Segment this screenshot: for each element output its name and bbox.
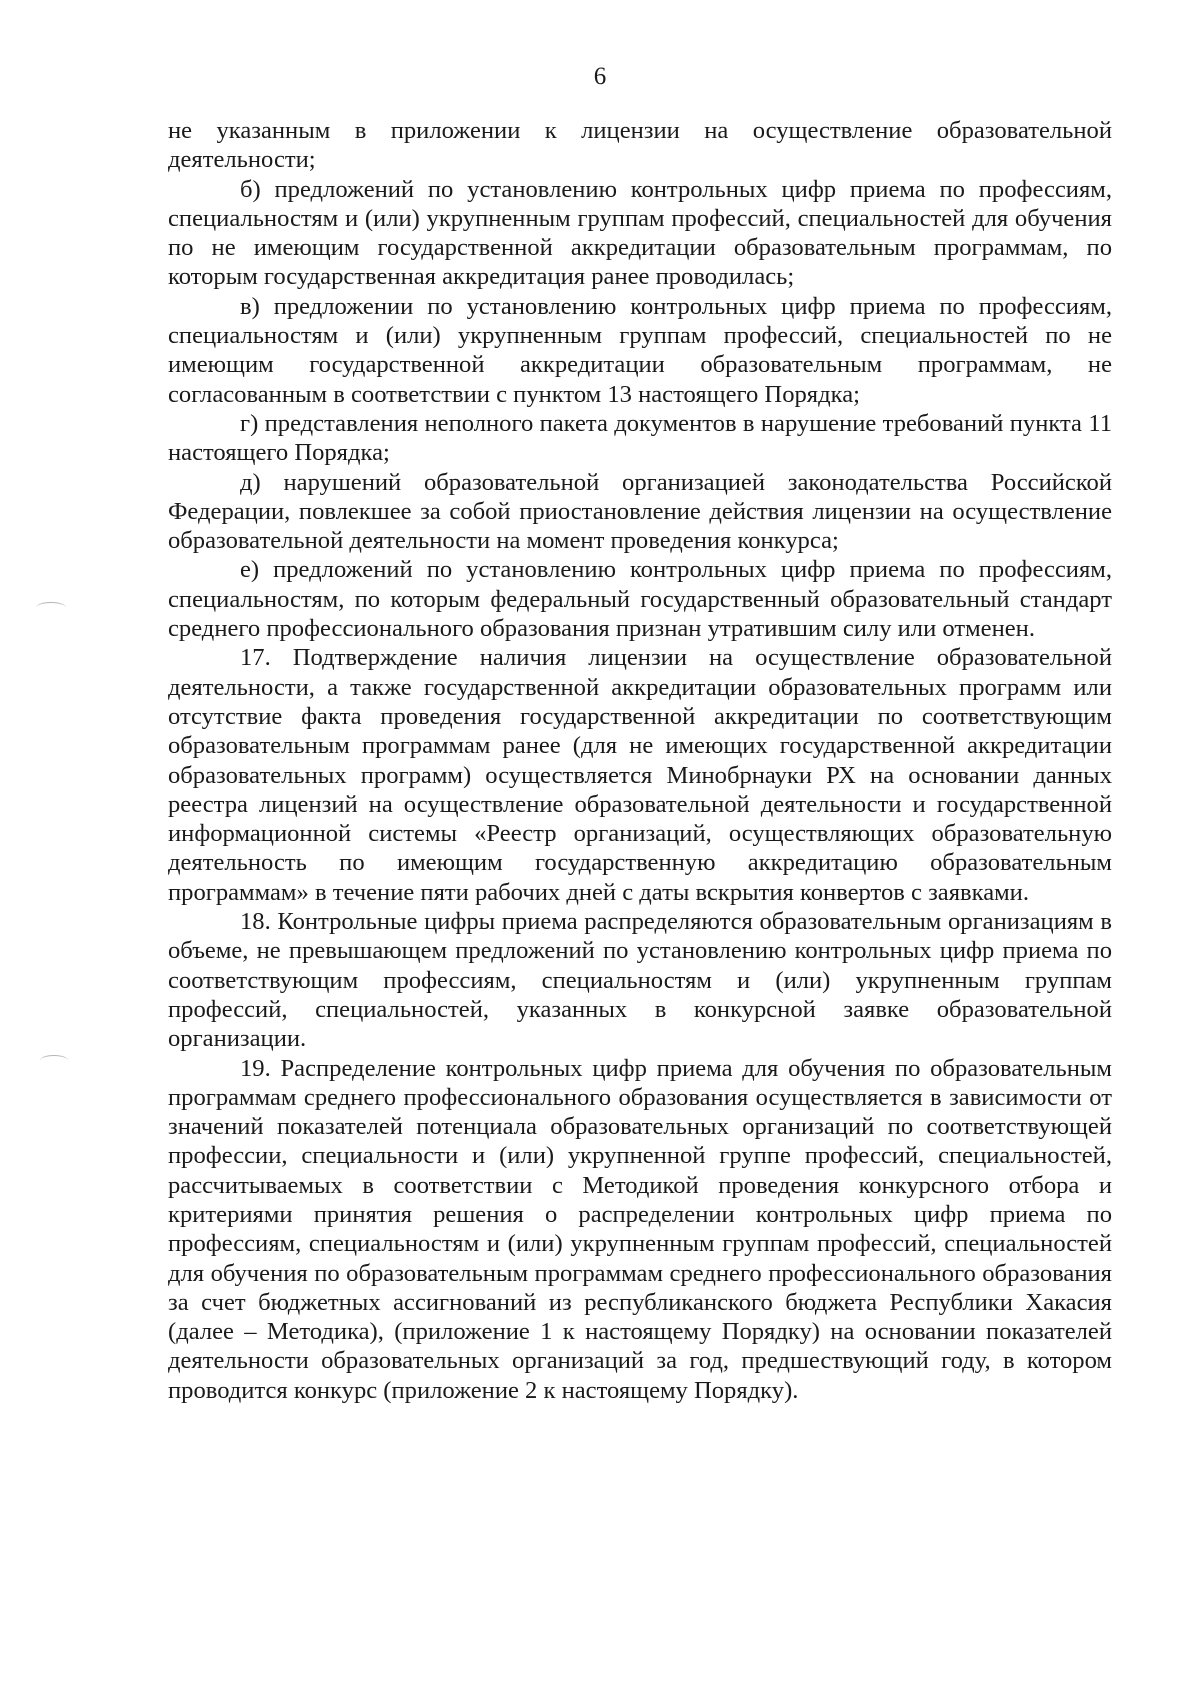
paragraph-item-v: в) предложении по установлению контрольных цифр приема по профессиям, специальностям и (или) укрупненным группам профессий, специальностей по не имеющим государственной аккредитации образовательным программам, не согласованным в соответствии с пунктом 13 настоящего Порядка; xyxy=(168,292,1112,408)
paragraph-continuation: не указанным в приложении к лицензии на осуществление образовательной деятельности; xyxy=(168,117,1112,174)
paragraph-clause-17: 17. Подтверждение наличия лицензии на осуществление образовательной деятельности, а также государственной аккредитации образовательных программ или отсутствие факта проведения государственной аккредитации по соответствующим образовательным программам ранее (для не имеющих государственной аккредитации образовательных программ) осуществляется Минобрнауки РХ на основании данных реестра лицензий на осуществление образовательной деятельности и государственной информационной системы «Реестр организаций, осуществляющих образовательную деятельность по имеющим государственную аккредитацию образовательным программам» в течение пяти рабочих дней с даты вскрытия конвертов с заявками. xyxy=(168,644,1112,906)
paragraph-item-d: д) нарушений образовательной организацией законодательства Российской Федерации, повлекшее за собой приостановление действия лицензии на осуществление образовательной деятельности на момент проведения конкурса; xyxy=(168,468,1112,555)
page-number: 6 xyxy=(593,63,607,90)
paragraph-item-g: г) представления неполного пакета документов в нарушение требований пункта 11 настоящего Порядка; xyxy=(168,409,1112,467)
paragraph-clause-18: 18. Контрольные цифры приема распределяются образовательным организациям в объеме, не превышающем предложений по установлению контрольных цифр приема по соответствующим профессиям, специальностям и (или) укрупненным группам профессий, специальностей, указанных в конкурсной заявке образовательной организации. xyxy=(168,908,1112,1053)
document-body xyxy=(168,116,1112,1405)
paragraph-item-e: е) предложений по установлению контрольных цифр приема по профессиям, специальностям, по которым федеральный государственный образовательный стандарт среднего профессионального образования признан утратившим силу или отменен. xyxy=(168,556,1112,643)
scan-artifact-upper xyxy=(36,602,66,613)
paragraph-item-b: б) предложений по установлению контрольных цифр приема по профессиям, специальностям и (или) укрупненным группам профессий, специальностей для обучения по не имеющим государственной аккредитации образовательным программам, по которым государственная аккредитация ранее проводилась; xyxy=(168,175,1112,291)
paragraph-clause-19: 19. Распределение контрольных цифр приема для обучения по образовательным программам среднего профессионального образования осуществляется в зависимости от значений показателей потенциала образовательных организаций по соответствующей профессии, специальности и (или) укрупненной группе профессий, специальностей, рассчитываемых в соответствии с Методикой проведения конкурсного отбора и критериями принятия решения о распределении контрольных цифр приема по профессиям, специальностям и (или) укрупненным группам профессий, специальностей для обучения по образовательным программам среднего профессионального образования за счет бюджетных ассигнований из республиканского бюджета Республики Хакасия (далее – Методика), (приложение 1 к настоящему Порядку) на основании показателей деятельности образовательных организаций за год, предшествующий году, в котором проводится конкурс (приложение 2 к настоящему Порядку). xyxy=(168,1054,1112,1404)
scan-artifact-lower xyxy=(40,1055,68,1066)
